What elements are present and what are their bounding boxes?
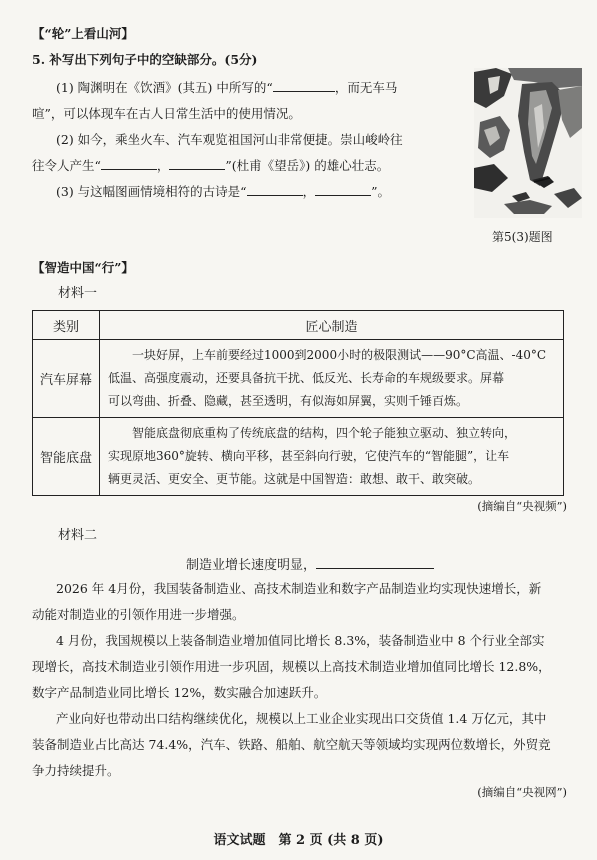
table-cell-description bbox=[100, 418, 564, 496]
q5-sub1-line1 bbox=[56, 78, 397, 96]
paragraph-line: 动能对制造业的引领作用进一步增强。 bbox=[32, 607, 245, 622]
material-one-table bbox=[32, 310, 564, 496]
q5-sub3-text-b: ， bbox=[302, 184, 316, 199]
table-cell-category: 智能底盘 bbox=[33, 418, 100, 496]
description-line: 辆更灵活、更安全、更节能。这就是中国智造：敢想、敢干、敢突破。 bbox=[108, 472, 481, 486]
answer-blank-2[interactable] bbox=[101, 157, 157, 170]
q5-sub1-line2: 喧”，可以体现车在古人日常生活中的使用情况。 bbox=[32, 106, 301, 121]
paragraph-line: 数字产品制造业同比增长 12%，数实融合加速跃升。 bbox=[32, 685, 327, 700]
paragraph-line: 争力持续提升。 bbox=[32, 763, 120, 778]
q5-sub2-text-d: ”(杜甫《望岳》) 的雄心壮志。 bbox=[225, 158, 390, 173]
description-line: 可以弯曲、折叠、隐藏，甚至透明，有似海如屏翼，实则千锤百炼。 bbox=[108, 394, 469, 408]
table-row bbox=[33, 340, 564, 418]
paragraph-line: 装备制造业占比高达 74.4%，汽车、铁路、船舶、航空航天等领域均实现两位数增长，外贸竞 bbox=[32, 737, 551, 752]
paragraph-line: 产业向好也带动出口结构继续优化，规模以上工业企业实现出口交货值 1.4 万亿元，其中 bbox=[56, 711, 547, 726]
q5-sub2-line2 bbox=[32, 156, 389, 174]
answer-blank-5[interactable] bbox=[315, 183, 371, 196]
table-row bbox=[33, 418, 564, 496]
answer-blank-3[interactable] bbox=[169, 157, 225, 170]
paragraph-line: 现增长，高技术制造业引领作用进一步巩固，规模以上高技术制造业增加值同比增长 12.8%， bbox=[32, 659, 551, 674]
section-header-smart-manufacturing: 【智造中国“行”】 bbox=[32, 260, 134, 275]
description-line: 实现原地360°旋转、横向平移，甚至斜向行驶，它使汽车的“智能腿”，让车 bbox=[108, 449, 510, 463]
q5-sub2-text-b: 往令人产生“ bbox=[32, 158, 101, 173]
q5-sub3-text-a: (3) 与这幅图画情境相符的古诗是“ bbox=[56, 184, 247, 199]
figure-caption: 第5(3)题图 bbox=[492, 230, 553, 244]
material-one-label: 材料一 bbox=[58, 286, 98, 301]
material-two-title bbox=[186, 554, 434, 573]
paragraph-line: 4 月份，我国规模以上装备制造业增加值同比增长 8.3%，装备制造业中 8 个行业全部实 bbox=[56, 633, 545, 648]
paragraph-line: 2026 年 4月份，我国装备制造业、高技术制造业和数字产品制造业均实现快速增长，新 bbox=[56, 581, 542, 596]
q5-sub2-text-c: ， bbox=[156, 158, 170, 173]
answer-blank-4[interactable] bbox=[247, 183, 303, 196]
question-5-title: 5. 补写出下列句子中的空缺部分。(5分) bbox=[32, 52, 258, 67]
answer-blank-title[interactable] bbox=[316, 556, 434, 569]
section-header-wheels: 【“轮”上看山河】 bbox=[32, 26, 134, 41]
description-line: 低温、高强度震动，还要具备抗干扰、低反光、长寿命的车规级要求。屏幕 bbox=[108, 371, 505, 385]
material-two-paragraph-1 bbox=[32, 576, 564, 628]
page-footer: 语文试题 第 2 页 (共 8 页) bbox=[213, 833, 384, 848]
material-two-paragraph-3 bbox=[32, 706, 564, 784]
table-cell-category: 汽车屏幕 bbox=[33, 340, 100, 418]
q5-sub1-text-b: ，而无车马 bbox=[334, 80, 398, 95]
description-line: 智能底盘彻底重构了传统底盘的结构，四个轮子能独立驱动、独立转向， bbox=[132, 426, 517, 440]
q5-sub2-line1: (2) 如今，乘坐火车、汽车观览祖国河山非常便捷。崇山峻岭往 bbox=[56, 132, 403, 147]
table-header-row bbox=[33, 311, 564, 340]
table-header-craftsmanship: 匠心制造 bbox=[100, 311, 564, 340]
material-one-source: (摘编自“央视频”) bbox=[477, 499, 567, 513]
q5-sub3-text-c: ”。 bbox=[371, 184, 390, 199]
description-line: 一块好屏，上车前要经过1000到2000小时的极限测试——90°C高温、-40°C bbox=[132, 348, 547, 362]
q5-sub3-line bbox=[56, 182, 390, 200]
material-two-paragraph-2 bbox=[32, 628, 564, 706]
landscape-painting-figure bbox=[474, 68, 582, 218]
material-two-source: (摘编自“央视网”) bbox=[477, 785, 567, 799]
table-cell-description bbox=[100, 340, 564, 418]
answer-blank-1[interactable] bbox=[273, 79, 335, 92]
material-two-title-text: 制造业增长速度明显， bbox=[186, 558, 317, 573]
table-header-category: 类别 bbox=[33, 311, 100, 340]
material-two-label: 材料二 bbox=[58, 528, 98, 543]
q5-sub1-text-a: (1) 陶渊明在《饮酒》(其五) 中所写的“ bbox=[56, 80, 273, 95]
